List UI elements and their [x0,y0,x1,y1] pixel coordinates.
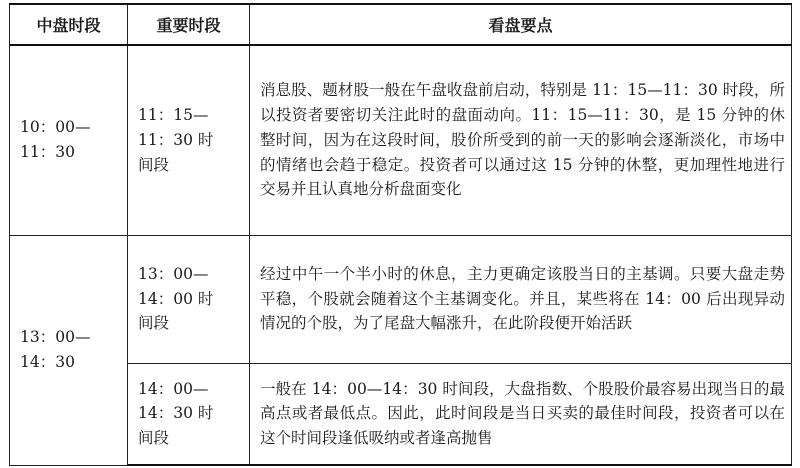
key-period-line: 14：30 时 [138,404,214,423]
key-period-cell [128,45,250,235]
notes-cell: 一般在 14：00—14：30 时间段，大盘指数、个股股价最容易出现当日的最高点或者最低点。因此，此时间段是当日买卖的最佳时间段，投资者可以在这个时间段逢低吸纳或者逢高抛售 [250,363,792,465]
main-period-line: 14：30 [20,353,75,371]
key-period-line: 间段 [138,155,170,174]
header-notes: 看盘要点 [250,4,792,45]
table-row [10,45,792,235]
key-period-line: 14：00— [138,379,209,398]
header-key-period: 重要时段 [128,4,250,45]
notes-cell: 经过中午一个半小时的休息，主力更确定该股当日的主基调。只要大盘走势平稳，个股就会随着这个主基调变化。并且，某些将在 14：00 后出现异动情况的个股，为了尾盘大幅涨升，在此阶段便开始活跃 [250,235,792,363]
notes-cell: 消息股、题材股一般在午盘收盘前启动，特别是 11：15—11：30 时段，所以投资者要密切关注此时的盘面动向。11：15—11：30，是 15 分钟的休整时间，因为在这段时间，股价所受到的前一天的影响会逐渐淡化，市场中的情绪也会趋于稳定。投资者可以通过这 15 分钟的休整，更加理性地进行交易并且认真地分析盘面变化 [250,45,792,235]
main-period-cell [10,235,128,465]
table-row [10,235,792,363]
key-period-line: 间段 [138,314,170,333]
table-header-row [10,4,792,45]
key-period-line: 13：00— [138,264,209,283]
header-main-period: 中盘时段 [10,4,128,45]
main-period-line: 13：00— [20,328,91,347]
key-period-line: 11：15— [138,106,209,125]
key-period-line: 间段 [138,429,170,448]
key-period-cell [128,363,250,465]
main-period-cell [10,45,128,235]
main-period-line: 10：00— [20,118,91,137]
table-row [10,363,792,465]
key-period-cell [128,235,250,363]
main-period-line: 11：30 [20,143,75,162]
trading-periods-table [9,3,792,466]
key-period-line: 11：30 时 [138,130,214,149]
key-period-line: 14：00 时 [138,289,214,308]
